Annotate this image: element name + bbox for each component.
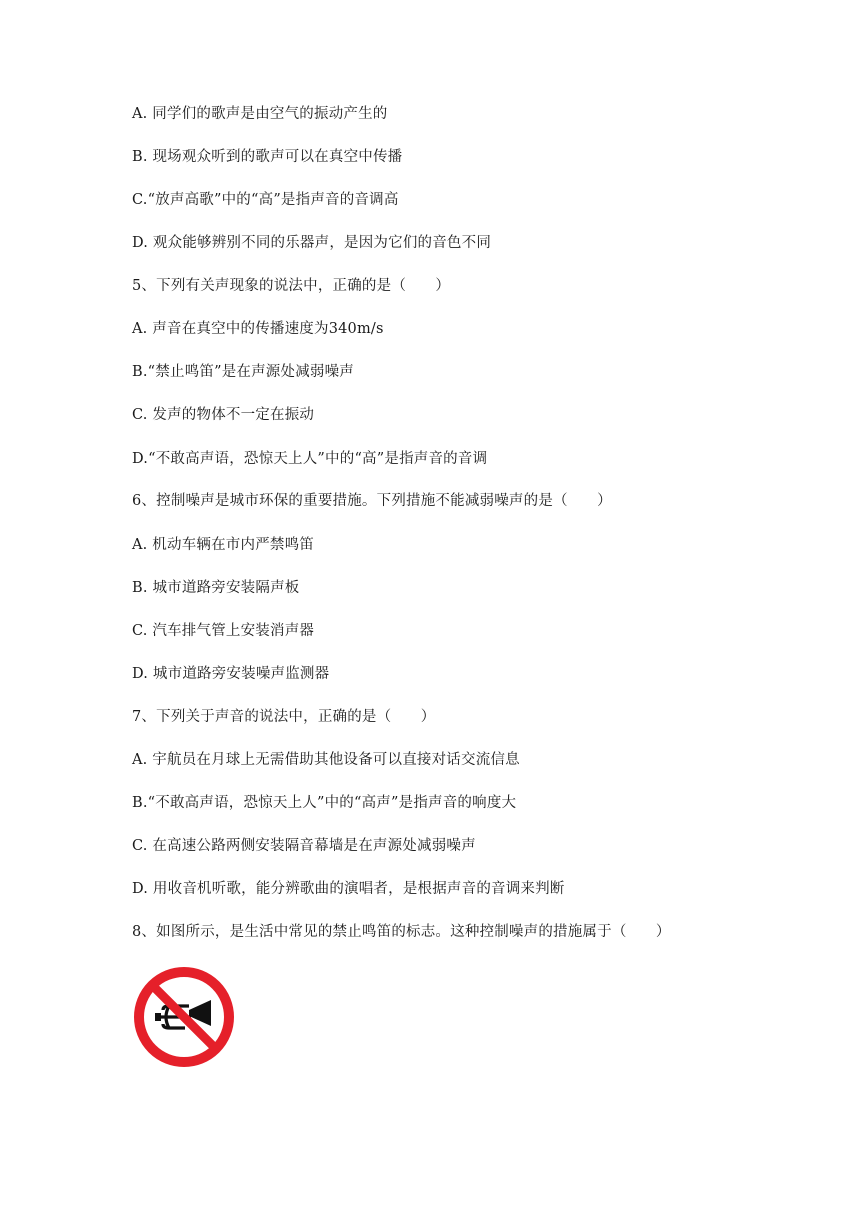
q4-option-c: C.“放声高歌”中的“高”是指声音的音调高: [132, 192, 399, 208]
q6-option-a: A. 机动车辆在市内严禁鸣笛: [132, 537, 314, 553]
q5-option-c: C. 发声的物体不一定在振动: [132, 407, 315, 423]
q7-option-d: D. 用收音机听歌，能分辨歌曲的演唱者，是根据声音的音调来判断: [132, 881, 565, 897]
q4-option-a: A. 同学们的歌声是由空气的振动产生的: [132, 106, 388, 122]
question-8-stem: 8、如图所示，是生活中常见的禁止鸣笛的标志。这种控制噪声的措施属于（ ）: [132, 924, 671, 940]
q6-option-c: C. 汽车排气管上安装消声器: [132, 623, 315, 639]
q4-option-d: D. 观众能够辨别不同的乐器声，是因为它们的音色不同: [132, 235, 492, 251]
question-6-stem: 6、控制噪声是城市环保的重要措施。下列措施不能减弱噪声的是（ ）: [132, 493, 612, 509]
q7-option-b: B.“不敢高声语，恐惊天上人”中的“高声”是指声音的响度大: [132, 795, 517, 811]
q7-option-c: C. 在高速公路两侧安装隔音幕墙是在声源处减弱噪声: [132, 838, 476, 854]
q5-option-d: D.“不敢高声语，恐惊天上人”中的“高”是指声音的音调: [132, 451, 488, 467]
q6-option-d: D. 城市道路旁安装噪声监测器: [132, 666, 330, 682]
q6-option-b: B. 城市道路旁安装隔声板: [132, 580, 300, 596]
q5-option-a: A. 声音在真空中的传播速度为340m/s: [132, 321, 384, 337]
q5-option-b: B.“禁止鸣笛”是在声源处减弱噪声: [132, 364, 354, 380]
no-honking-sign-icon: [133, 966, 235, 1068]
question-5-stem: 5、下列有关声现象的说法中，正确的是（ ）: [132, 278, 451, 294]
q4-option-b: B. 现场观众听到的歌声可以在真空中传播: [132, 149, 403, 165]
question-7-stem: 7、下列关于声音的说法中，正确的是（ ）: [132, 709, 436, 725]
q7-option-a: A. 宇航员在月球上无需借助其他设备可以直接对话交流信息: [132, 752, 520, 768]
